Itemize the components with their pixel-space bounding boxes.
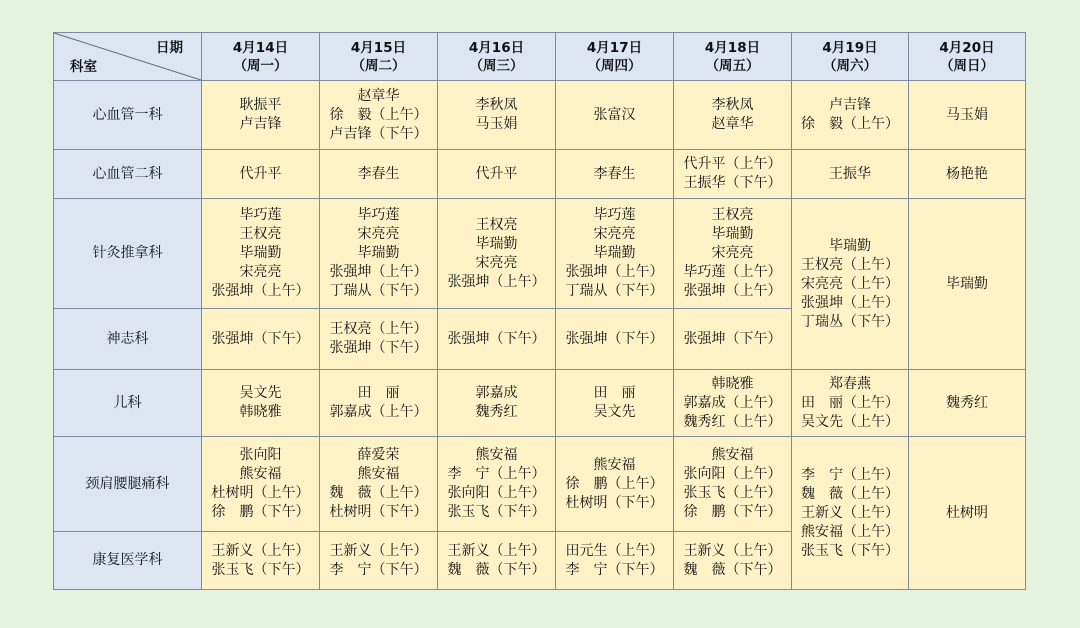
row-acupuncture bbox=[54, 199, 1026, 309]
schedule-cell-merged: 毕瑞勤 bbox=[909, 199, 1026, 370]
schedule-cell-merged: 杜树明 bbox=[909, 437, 1026, 590]
dept-label: 颈肩腰腿痛科 bbox=[54, 437, 202, 532]
schedule-cell: 薛爱荣 熊安福 魏 薇（上午） 杜树明（下午） bbox=[320, 437, 438, 532]
schedule-cell-merged: 李 宁（上午） 魏 薇（上午） 王新义（上午） 熊安福（上午） 张玉飞（下午） bbox=[792, 437, 909, 590]
schedule-cell: 张富汉 bbox=[556, 81, 674, 150]
schedule-cell: 王新义（上午） 魏 薇（下午） bbox=[438, 532, 556, 590]
day-date: 4月16日 bbox=[468, 39, 525, 56]
day-header bbox=[909, 33, 1026, 81]
schedule-cell: 马玉娟 bbox=[909, 81, 1026, 150]
schedule-cell: 王振华 bbox=[792, 150, 909, 199]
schedule-cell: 李春生 bbox=[556, 150, 674, 199]
schedule-cell: 田 丽 郭嘉成（上午） bbox=[320, 370, 438, 437]
schedule-cell: 王权亮 毕瑞勤 宋亮亮 毕巧莲（上午） 张强坤（上午） bbox=[674, 199, 792, 309]
schedule-cell: 郑春燕 田 丽（上午） 吴文先（上午） bbox=[792, 370, 909, 437]
day-header bbox=[320, 33, 438, 81]
corner-header bbox=[54, 33, 202, 81]
row-cardio1 bbox=[54, 81, 1026, 150]
day-date: 4月17日 bbox=[586, 39, 643, 56]
day-weekday: （周三） bbox=[469, 57, 524, 74]
schedule-cell: 李秋凤 马玉娟 bbox=[438, 81, 556, 150]
schedule-cell: 耿振平 卢吉锋 bbox=[202, 81, 320, 150]
schedule-cell: 毕巧莲 宋亮亮 毕瑞勤 张强坤（上午） 丁瑞从（下午） bbox=[320, 199, 438, 309]
schedule-cell: 韩晓雅 郭嘉成（上午） 魏秀红（上午） bbox=[674, 370, 792, 437]
schedule-cell: 李春生 bbox=[320, 150, 438, 199]
day-weekday: （周四） bbox=[587, 57, 642, 74]
schedule-cell: 张强坤（下午） bbox=[674, 309, 792, 370]
day-weekday: （周日） bbox=[940, 57, 994, 74]
day-weekday: （周一） bbox=[233, 57, 288, 74]
day-weekday: （周五） bbox=[705, 57, 760, 74]
schedule-cell: 卢吉锋 徐 毅（上午） bbox=[792, 81, 909, 150]
schedule-cell: 代升平（上午） 王振华（下午） bbox=[674, 150, 792, 199]
dept-label: 心血管一科 bbox=[54, 81, 202, 150]
schedule-cell: 王权亮 毕瑞勤 宋亮亮 张强坤（上午） bbox=[438, 199, 556, 309]
duty-schedule-table bbox=[53, 32, 1026, 590]
day-header bbox=[202, 33, 320, 81]
day-date: 4月15日 bbox=[350, 39, 407, 56]
schedule-cell: 田元生（上午） 李 宁（下午） bbox=[556, 532, 674, 590]
schedule-cell: 熊安福 李 宁（上午） 张向阳（上午） 张玉飞（下午） bbox=[438, 437, 556, 532]
schedule-cell: 代升平 bbox=[438, 150, 556, 199]
schedule-cell: 王权亮（上午） 张强坤（下午） bbox=[320, 309, 438, 370]
day-header bbox=[792, 33, 909, 81]
corner-date-label: 日期 bbox=[156, 40, 183, 56]
corner-dept-label: 科室 bbox=[70, 59, 97, 75]
schedule-cell: 王新义（上午） 李 宁（下午） bbox=[320, 532, 438, 590]
day-weekday: （周六） bbox=[823, 57, 877, 74]
row-spine bbox=[54, 437, 1026, 532]
day-header bbox=[438, 33, 556, 81]
schedule-cell: 郭嘉成 魏秀红 bbox=[438, 370, 556, 437]
schedule-cell: 张强坤（下午） bbox=[202, 309, 320, 370]
day-weekday: （周二） bbox=[351, 57, 406, 74]
schedule-cell: 魏秀红 bbox=[909, 370, 1026, 437]
day-header bbox=[674, 33, 792, 81]
schedule-cell: 熊安福 张向阳（上午） 张玉飞（上午） 徐 鹏（下午） bbox=[674, 437, 792, 532]
dept-label: 儿科 bbox=[54, 370, 202, 437]
day-date: 4月19日 bbox=[822, 39, 878, 56]
schedule-cell: 毕巧莲 王权亮 毕瑞勤 宋亮亮 张强坤（上午） bbox=[202, 199, 320, 309]
dept-label: 针灸推拿科 bbox=[54, 199, 202, 309]
schedule-cell: 张向阳 熊安福 杜树明（上午） 徐 鹏（下午） bbox=[202, 437, 320, 532]
row-pediatrics bbox=[54, 370, 1026, 437]
schedule-cell: 赵章华 徐 毅（上午） 卢吉锋（下午） bbox=[320, 81, 438, 150]
dept-label: 康复医学科 bbox=[54, 532, 202, 590]
dept-label: 心血管二科 bbox=[54, 150, 202, 199]
schedule-cell: 杨艳艳 bbox=[909, 150, 1026, 199]
day-date: 4月14日 bbox=[232, 39, 289, 56]
schedule-cell: 王新义（上午） 魏 薇（下午） bbox=[674, 532, 792, 590]
schedule-cell: 王新义（上午） 张玉飞（下午） bbox=[202, 532, 320, 590]
schedule-cell: 代升平 bbox=[202, 150, 320, 199]
schedule-cell: 毕巧莲 宋亮亮 毕瑞勤 张强坤（上午） 丁瑞从（下午） bbox=[556, 199, 674, 309]
schedule-cell: 张强坤（下午） bbox=[438, 309, 556, 370]
day-header bbox=[556, 33, 674, 81]
row-cardio2 bbox=[54, 150, 1026, 199]
schedule-cell: 田 丽 吴文先 bbox=[556, 370, 674, 437]
schedule-cell: 熊安福 徐 鹏（上午） 杜树明（下午） bbox=[556, 437, 674, 532]
day-date: 4月18日 bbox=[704, 39, 761, 56]
header-row bbox=[54, 33, 1026, 81]
schedule-cell: 李秋凤 赵章华 bbox=[674, 81, 792, 150]
dept-label: 神志科 bbox=[54, 309, 202, 370]
schedule-cell: 吴文先 韩晓雅 bbox=[202, 370, 320, 437]
schedule-cell: 张强坤（下午） bbox=[556, 309, 674, 370]
day-date: 4月20日 bbox=[939, 39, 995, 56]
schedule-cell-merged: 毕瑞勤 王权亮（上午） 宋亮亮（上午） 张强坤（上午） 丁瑞丛（下午） bbox=[792, 199, 909, 370]
